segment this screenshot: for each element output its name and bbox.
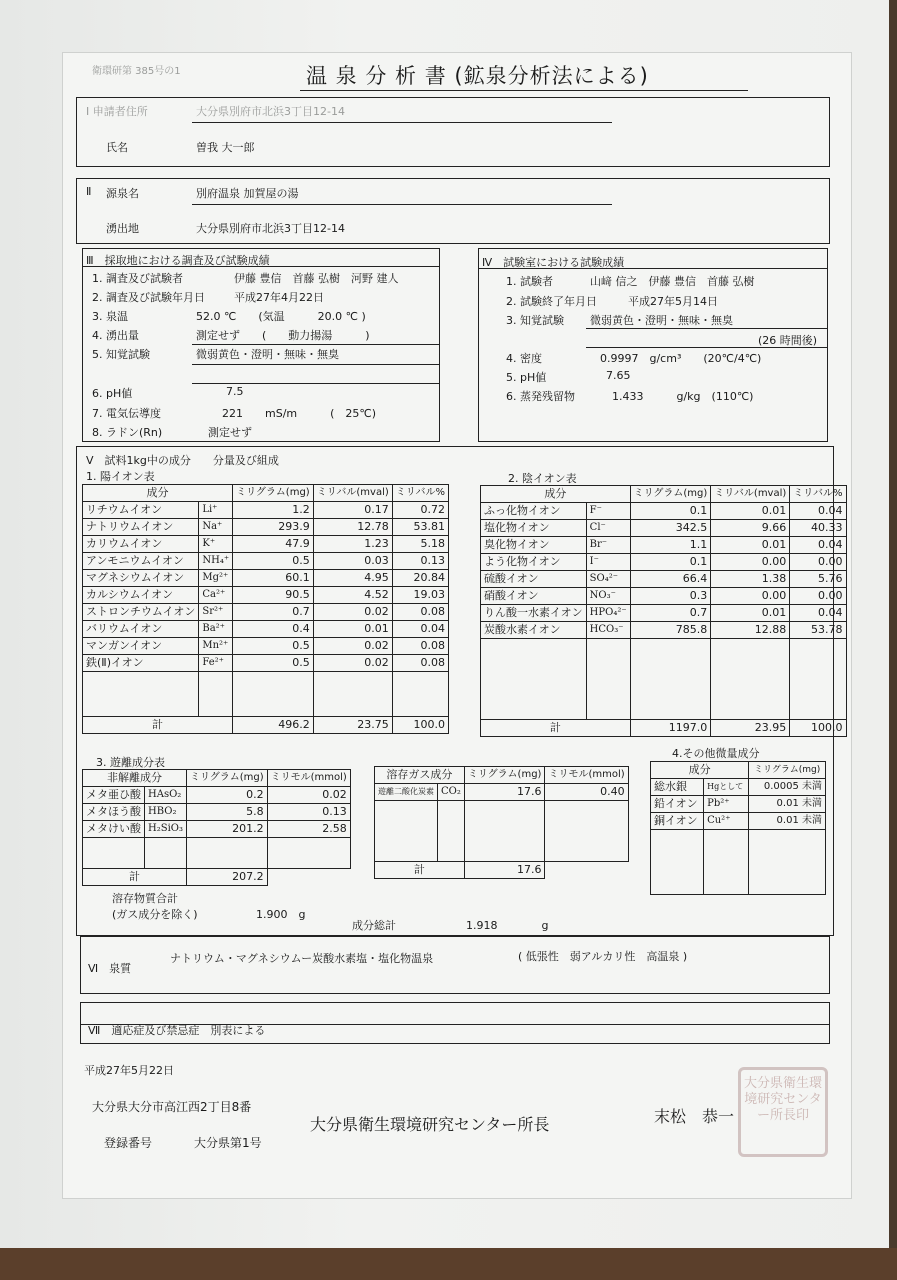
undissociated-mg: 0.2 bbox=[187, 787, 268, 804]
field-row-2-value: 平成27年4月22日 bbox=[234, 291, 324, 304]
anion-name: 塩化物イオン bbox=[481, 520, 587, 537]
table-row bbox=[651, 813, 826, 830]
cation-mg: 90.5 bbox=[233, 587, 314, 604]
applicant-name-label: 氏名 bbox=[106, 141, 128, 154]
lab-row-4-value: (26 時間後) bbox=[758, 334, 818, 347]
cation-header-pct: ミリバル% bbox=[392, 485, 448, 502]
official-seal-text: 大分県衛生環境研究センター所長印 bbox=[744, 1076, 823, 1123]
trace-header-component: 成分 bbox=[651, 762, 749, 779]
field-row-6-label: 6. pH値 bbox=[92, 387, 133, 400]
sec5-title: Ⅴ 試料1kg中の成分 分量及び組成 bbox=[86, 454, 279, 467]
sec3-title: Ⅲ 採取地における調査及び試験成績 bbox=[86, 254, 270, 267]
cation-mval: 0.17 bbox=[313, 502, 392, 519]
anion-mval: 0.00 bbox=[711, 588, 790, 605]
director-name: 末松 恭一 bbox=[654, 1107, 735, 1126]
gas-symbol: CO₂ bbox=[438, 784, 465, 801]
anion-pct: 53.78 bbox=[790, 622, 846, 639]
gas-total-row bbox=[375, 862, 629, 879]
issue-date: 平成27年5月22日 bbox=[84, 1064, 174, 1077]
anion-header-mg: ミリグラム(mg) bbox=[630, 486, 711, 503]
gas-header-component: 溶存ガス成分 bbox=[375, 767, 465, 784]
field-row-7-label: 7. 電気伝導度 bbox=[92, 407, 161, 420]
undissociated-total-label: 計 bbox=[83, 869, 187, 886]
official-seal bbox=[738, 1067, 828, 1157]
cation-name: リチウムイオン bbox=[83, 502, 199, 519]
cation-header-mg: ミリグラム(mg) bbox=[233, 485, 314, 502]
cation-mval: 0.02 bbox=[313, 655, 392, 672]
field-row-3-value: 52.0 ℃ (気温 20.0 ℃ ) bbox=[196, 310, 366, 323]
anion-name: 炭酸水素イオン bbox=[481, 622, 587, 639]
cation-mval: 0.02 bbox=[313, 638, 392, 655]
cation-symbol: Sr²⁺ bbox=[199, 604, 233, 621]
gas-header-mg: ミリグラム(mg) bbox=[464, 767, 545, 784]
trace-title: 4.その他微量成分 bbox=[672, 747, 760, 760]
cation-pct: 5.18 bbox=[392, 536, 448, 553]
undissociated-name: メタほう酸 bbox=[83, 804, 145, 821]
dissolved-total-value: 1.900 g bbox=[256, 908, 306, 921]
cation-header-component: 成分 bbox=[83, 485, 233, 502]
cation-header-mval: ミリバル(mval) bbox=[313, 485, 392, 502]
anion-name: ふっ化物イオン bbox=[481, 503, 587, 520]
table-row bbox=[83, 587, 449, 604]
trace-table bbox=[650, 761, 826, 895]
cation-symbol: Fe²⁺ bbox=[199, 655, 233, 672]
organization-name: 大分県衛生環境研究センター所長 bbox=[310, 1115, 550, 1134]
field-row-5-label: 5. 知覚試験 bbox=[92, 348, 150, 361]
location-label: 湧出地 bbox=[106, 222, 139, 235]
anion-symbol: HPO₄²⁻ bbox=[586, 605, 630, 622]
anion-name: 臭化物イオン bbox=[481, 537, 587, 554]
undissociated-mg: 5.8 bbox=[187, 804, 268, 821]
cation-name: マグネシウムイオン bbox=[83, 570, 199, 587]
gas-header-mmol: ミリモル(mmol) bbox=[545, 767, 628, 784]
field-row-3-label: 3. 泉温 bbox=[92, 310, 128, 323]
undissociated-header-mmol: ミリモル(mmol) bbox=[267, 770, 350, 787]
undissociated-header-component: 非解離成分 bbox=[83, 770, 187, 787]
cation-mval: 0.02 bbox=[313, 604, 392, 621]
anion-symbol: SO₄²⁻ bbox=[586, 571, 630, 588]
undissociated-symbol: HAsO₂ bbox=[145, 787, 187, 804]
anion-mg: 0.1 bbox=[630, 503, 711, 520]
cation-mval: 0.01 bbox=[313, 621, 392, 638]
undissociated-mmol: 0.13 bbox=[267, 804, 350, 821]
anion-name: 硫酸イオン bbox=[481, 571, 587, 588]
field-row-5-value: 微弱黄色・澄明・無味・無臭 bbox=[196, 348, 339, 361]
cation-mg: 0.7 bbox=[233, 604, 314, 621]
lab-row-7-label: 6. 蒸発残留物 bbox=[506, 390, 575, 403]
field-row-4-label: 4. 湧出量 bbox=[92, 329, 139, 342]
cation-pct: 20.84 bbox=[392, 570, 448, 587]
cation-symbol: NH₄⁺ bbox=[199, 553, 233, 570]
cation-mval: 1.23 bbox=[313, 536, 392, 553]
undissociated-name: メタ亜ひ酸 bbox=[83, 787, 145, 804]
table-row bbox=[83, 804, 351, 821]
cation-mg: 0.5 bbox=[233, 553, 314, 570]
anion-symbol: F⁻ bbox=[586, 503, 630, 520]
cation-name: マンガンイオン bbox=[83, 638, 199, 655]
anion-symbol: NO₃⁻ bbox=[586, 588, 630, 605]
anion-symbol: I⁻ bbox=[586, 554, 630, 571]
trace-name: 銅イオン bbox=[651, 813, 704, 830]
anion-header-pct: ミリバル% bbox=[790, 486, 846, 503]
table-row bbox=[651, 796, 826, 813]
field-row-8-label: 8. ラドン(Rn) bbox=[92, 426, 163, 439]
cation-name: カルシウムイオン bbox=[83, 587, 199, 604]
trace-mg: 0.01 未満 bbox=[749, 796, 826, 813]
table-row bbox=[375, 784, 629, 801]
cation-pct: 0.08 bbox=[392, 604, 448, 621]
table-row bbox=[481, 571, 847, 588]
cation-symbol: Mg²⁺ bbox=[199, 570, 233, 587]
document-title: 温 泉 分 析 書 (鉱泉分析法による) bbox=[306, 64, 649, 88]
lab-row-3-value: 微弱黄色・澄明・無味・無臭 bbox=[590, 314, 733, 327]
gas-mg: 17.6 bbox=[464, 784, 545, 801]
anion-mval: 0.00 bbox=[711, 554, 790, 571]
lab-row-1-value: 山﨑 信之 伊藤 豊信 首藤 弘樹 bbox=[590, 275, 755, 288]
cation-mg: 0.5 bbox=[233, 655, 314, 672]
table-row bbox=[83, 536, 449, 553]
field-row-7-value: 221 mS/m ( 25℃) bbox=[222, 407, 377, 420]
table-row bbox=[83, 604, 449, 621]
location: 大分県別府市北浜3丁目12-14 bbox=[196, 222, 345, 235]
table-row bbox=[481, 537, 847, 554]
table-row bbox=[83, 821, 351, 838]
component-total-value: 1.918 g bbox=[466, 919, 549, 932]
anion-mval: 1.38 bbox=[711, 571, 790, 588]
cation-total-row bbox=[83, 717, 449, 734]
table-row bbox=[83, 519, 449, 536]
lab-row-7-value: 1.433 g/kg (110℃) bbox=[612, 390, 754, 403]
dissolved-total-note: (ガス成分を除く) bbox=[112, 908, 198, 921]
anion-pct: 5.76 bbox=[790, 571, 846, 588]
anion-mg: 342.5 bbox=[630, 520, 711, 537]
dissolved-gas-table bbox=[374, 766, 629, 879]
lab-row-6-value: 7.65 bbox=[606, 369, 631, 382]
field-row-6-value: 7.5 bbox=[226, 385, 244, 398]
cation-pct: 0.13 bbox=[392, 553, 448, 570]
spring-quality-value: ナトリウム・マグネシウムー炭酸水素塩・塩化物温泉 bbox=[170, 952, 434, 965]
applicant-address-label: Ⅰ 申請者住所 bbox=[86, 105, 148, 118]
anion-table-title: 2. 陰イオン表 bbox=[508, 472, 577, 485]
cation-symbol: Ca²⁺ bbox=[199, 587, 233, 604]
cation-total-pct: 100.0 bbox=[392, 717, 448, 734]
cation-total-mg: 496.2 bbox=[233, 717, 314, 734]
cation-mg: 47.9 bbox=[233, 536, 314, 553]
trace-name: 総水銀 bbox=[651, 779, 704, 796]
cation-mg: 0.5 bbox=[233, 638, 314, 655]
trace-symbol: Hgとして bbox=[704, 779, 749, 796]
cation-mval: 12.78 bbox=[313, 519, 392, 536]
source-name: 別府温泉 加賀屋の湯 bbox=[196, 187, 299, 200]
trace-header-mg: ミリグラム(mg) bbox=[749, 762, 826, 779]
cation-mval: 0.03 bbox=[313, 553, 392, 570]
field-row-8-value: 測定せず bbox=[208, 426, 252, 439]
table-row bbox=[83, 655, 449, 672]
anion-mval: 0.01 bbox=[711, 503, 790, 520]
lab-row-6-label: 5. pH値 bbox=[506, 371, 547, 384]
cation-pct: 19.03 bbox=[392, 587, 448, 604]
cation-table-title: 1. 陽イオン表 bbox=[86, 470, 155, 483]
cation-mval: 4.95 bbox=[313, 570, 392, 587]
cation-symbol: Na⁺ bbox=[199, 519, 233, 536]
undissociated-mg: 201.2 bbox=[187, 821, 268, 838]
table-row bbox=[83, 638, 449, 655]
sec2-roman: Ⅱ bbox=[86, 185, 92, 198]
undissociated-header-mg: ミリグラム(mg) bbox=[187, 770, 268, 787]
anion-total-row bbox=[481, 720, 847, 737]
spring-quality-label: Ⅵ 泉質 bbox=[88, 962, 132, 975]
anion-name: りん酸一水素イオン bbox=[481, 605, 587, 622]
registration-label: 登録番号 bbox=[104, 1136, 153, 1150]
wood-edge bbox=[0, 1248, 897, 1280]
lab-row-1-label: 1. 試験者 bbox=[506, 275, 553, 288]
field-row-2-label: 2. 調査及び試験年月日 bbox=[92, 291, 205, 304]
anion-pct: 0.04 bbox=[790, 537, 846, 554]
table-row bbox=[83, 553, 449, 570]
anion-total-pct: 100.0 bbox=[790, 720, 846, 737]
anion-mg: 0.1 bbox=[630, 554, 711, 571]
anion-name: 硝酸イオン bbox=[481, 588, 587, 605]
anion-mval: 0.01 bbox=[711, 537, 790, 554]
table-row bbox=[481, 622, 847, 639]
anion-name: よう化物イオン bbox=[481, 554, 587, 571]
table-row bbox=[83, 502, 449, 519]
gas-total-label: 計 bbox=[375, 862, 465, 879]
cation-mg: 60.1 bbox=[233, 570, 314, 587]
cation-total-mval: 23.75 bbox=[313, 717, 392, 734]
undissociated-mmol: 0.02 bbox=[267, 787, 350, 804]
cation-symbol: Li⁺ bbox=[199, 502, 233, 519]
table-row bbox=[83, 621, 449, 638]
lab-row-2-label: 2. 試験終了年月日 bbox=[506, 295, 597, 308]
field-row-1-label: 1. 調査及び試験者 bbox=[92, 272, 183, 285]
table-row bbox=[481, 503, 847, 520]
cation-mg: 0.4 bbox=[233, 621, 314, 638]
table-row bbox=[481, 554, 847, 571]
gas-total-mg: 17.6 bbox=[464, 862, 545, 879]
dissolved-total-label: 溶存物質合計 bbox=[112, 892, 178, 905]
cation-name: アンモニウムイオン bbox=[83, 553, 199, 570]
cation-symbol: Ba²⁺ bbox=[199, 621, 233, 638]
anion-mg: 1.1 bbox=[630, 537, 711, 554]
trace-mg: 0.0005 未満 bbox=[749, 779, 826, 796]
anion-mg: 0.7 bbox=[630, 605, 711, 622]
table-row bbox=[481, 588, 847, 605]
field-row-1-value: 伊藤 豊信 首藤 弘樹 河野 建人 bbox=[234, 272, 399, 285]
cation-mg: 1.2 bbox=[233, 502, 314, 519]
cation-pct: 0.72 bbox=[392, 502, 448, 519]
cation-name: ナトリウムイオン bbox=[83, 519, 199, 536]
table-row bbox=[651, 779, 826, 796]
gas-name: 遊離二酸化炭素 bbox=[375, 784, 438, 801]
lab-row-5-value: 0.9997 g/cm³ (20℃/4℃) bbox=[600, 352, 762, 365]
cation-mg: 293.9 bbox=[233, 519, 314, 536]
anion-header-component: 成分 bbox=[481, 486, 631, 503]
undissociated-title: 3. 遊離成分表 bbox=[96, 756, 165, 769]
anion-symbol: HCO₃⁻ bbox=[586, 622, 630, 639]
anion-pct: 0.00 bbox=[790, 554, 846, 571]
cation-pct: 0.08 bbox=[392, 655, 448, 672]
anion-mg: 66.4 bbox=[630, 571, 711, 588]
cation-pct: 0.08 bbox=[392, 638, 448, 655]
undissociated-symbol: HBO₂ bbox=[145, 804, 187, 821]
field-row-4-value: 測定せず ( 動力揚湯 ) bbox=[196, 329, 370, 342]
cation-table bbox=[82, 484, 449, 734]
anion-pct: 0.00 bbox=[790, 588, 846, 605]
lab-row-2-value: 平成27年5月14日 bbox=[628, 295, 718, 308]
lab-row-5-label: 4. 密度 bbox=[506, 352, 542, 365]
cation-total-label: 計 bbox=[83, 717, 233, 734]
table-row bbox=[481, 520, 847, 537]
applicant-name: 曽我 大一郎 bbox=[196, 141, 255, 154]
cation-mval: 4.52 bbox=[313, 587, 392, 604]
trace-symbol: Pb²⁺ bbox=[704, 796, 749, 813]
lab-row-3-label: 3. 知覚試験 bbox=[506, 314, 564, 327]
trace-mg: 0.01 未満 bbox=[749, 813, 826, 830]
cation-symbol: Mn²⁺ bbox=[199, 638, 233, 655]
cation-name: ストロンチウムイオン bbox=[83, 604, 199, 621]
anion-symbol: Cl⁻ bbox=[586, 520, 630, 537]
table-row bbox=[83, 570, 449, 587]
anion-total-mg: 1197.0 bbox=[630, 720, 711, 737]
section-applicant bbox=[76, 97, 830, 167]
undissociated-table bbox=[82, 769, 351, 886]
undissociated-symbol: H₂SiO₃ bbox=[145, 821, 187, 838]
anion-symbol: Br⁻ bbox=[586, 537, 630, 554]
trace-name: 鉛イオン bbox=[651, 796, 704, 813]
table-row bbox=[481, 605, 847, 622]
anion-table bbox=[480, 485, 847, 737]
anion-pct: 0.04 bbox=[790, 605, 846, 622]
section-source bbox=[76, 178, 830, 244]
spring-quality-note: ( 低張性 弱アルカリ性 高温泉 ) bbox=[518, 950, 688, 963]
cation-name: バリウムイオン bbox=[83, 621, 199, 638]
source-name-label: 源泉名 bbox=[106, 187, 139, 200]
cation-pct: 0.04 bbox=[392, 621, 448, 638]
anion-mg: 785.8 bbox=[630, 622, 711, 639]
anion-mval: 0.01 bbox=[711, 605, 790, 622]
indications-label: Ⅶ 適応症及び禁忌症 別表による bbox=[88, 1024, 266, 1037]
anion-mval: 12.88 bbox=[711, 622, 790, 639]
component-total-label: 成分総計 bbox=[352, 919, 396, 932]
undissociated-name: メタけい酸 bbox=[83, 821, 145, 838]
trace-symbol: Cu²⁺ bbox=[704, 813, 749, 830]
cation-pct: 53.81 bbox=[392, 519, 448, 536]
cation-name: 鉄(Ⅱ)イオン bbox=[83, 655, 199, 672]
undissociated-total-row bbox=[83, 869, 351, 886]
doc-reference: 衛環研第 385号の1 bbox=[92, 66, 181, 77]
anion-header-mval: ミリバル(mval) bbox=[711, 486, 790, 503]
anion-mg: 0.3 bbox=[630, 588, 711, 605]
registration-value: 大分県第1号 bbox=[194, 1136, 262, 1150]
anion-total-label: 計 bbox=[481, 720, 631, 737]
org-address: 大分県大分市高江西2丁目8番 bbox=[92, 1100, 252, 1114]
gas-mmol: 0.40 bbox=[545, 784, 628, 801]
cation-name: カリウムイオン bbox=[83, 536, 199, 553]
applicant-address: 大分県別府市北浜3丁目12-14 bbox=[196, 105, 345, 118]
undissociated-total-mg: 207.2 bbox=[187, 869, 268, 886]
undissociated-mmol: 2.58 bbox=[267, 821, 350, 838]
anion-mval: 9.66 bbox=[711, 520, 790, 537]
cation-symbol: K⁺ bbox=[199, 536, 233, 553]
sec4-title: Ⅳ 試験室における試験成績 bbox=[482, 256, 625, 269]
anion-pct: 0.04 bbox=[790, 503, 846, 520]
table-row bbox=[83, 787, 351, 804]
anion-total-mval: 23.95 bbox=[711, 720, 790, 737]
anion-pct: 40.33 bbox=[790, 520, 846, 537]
